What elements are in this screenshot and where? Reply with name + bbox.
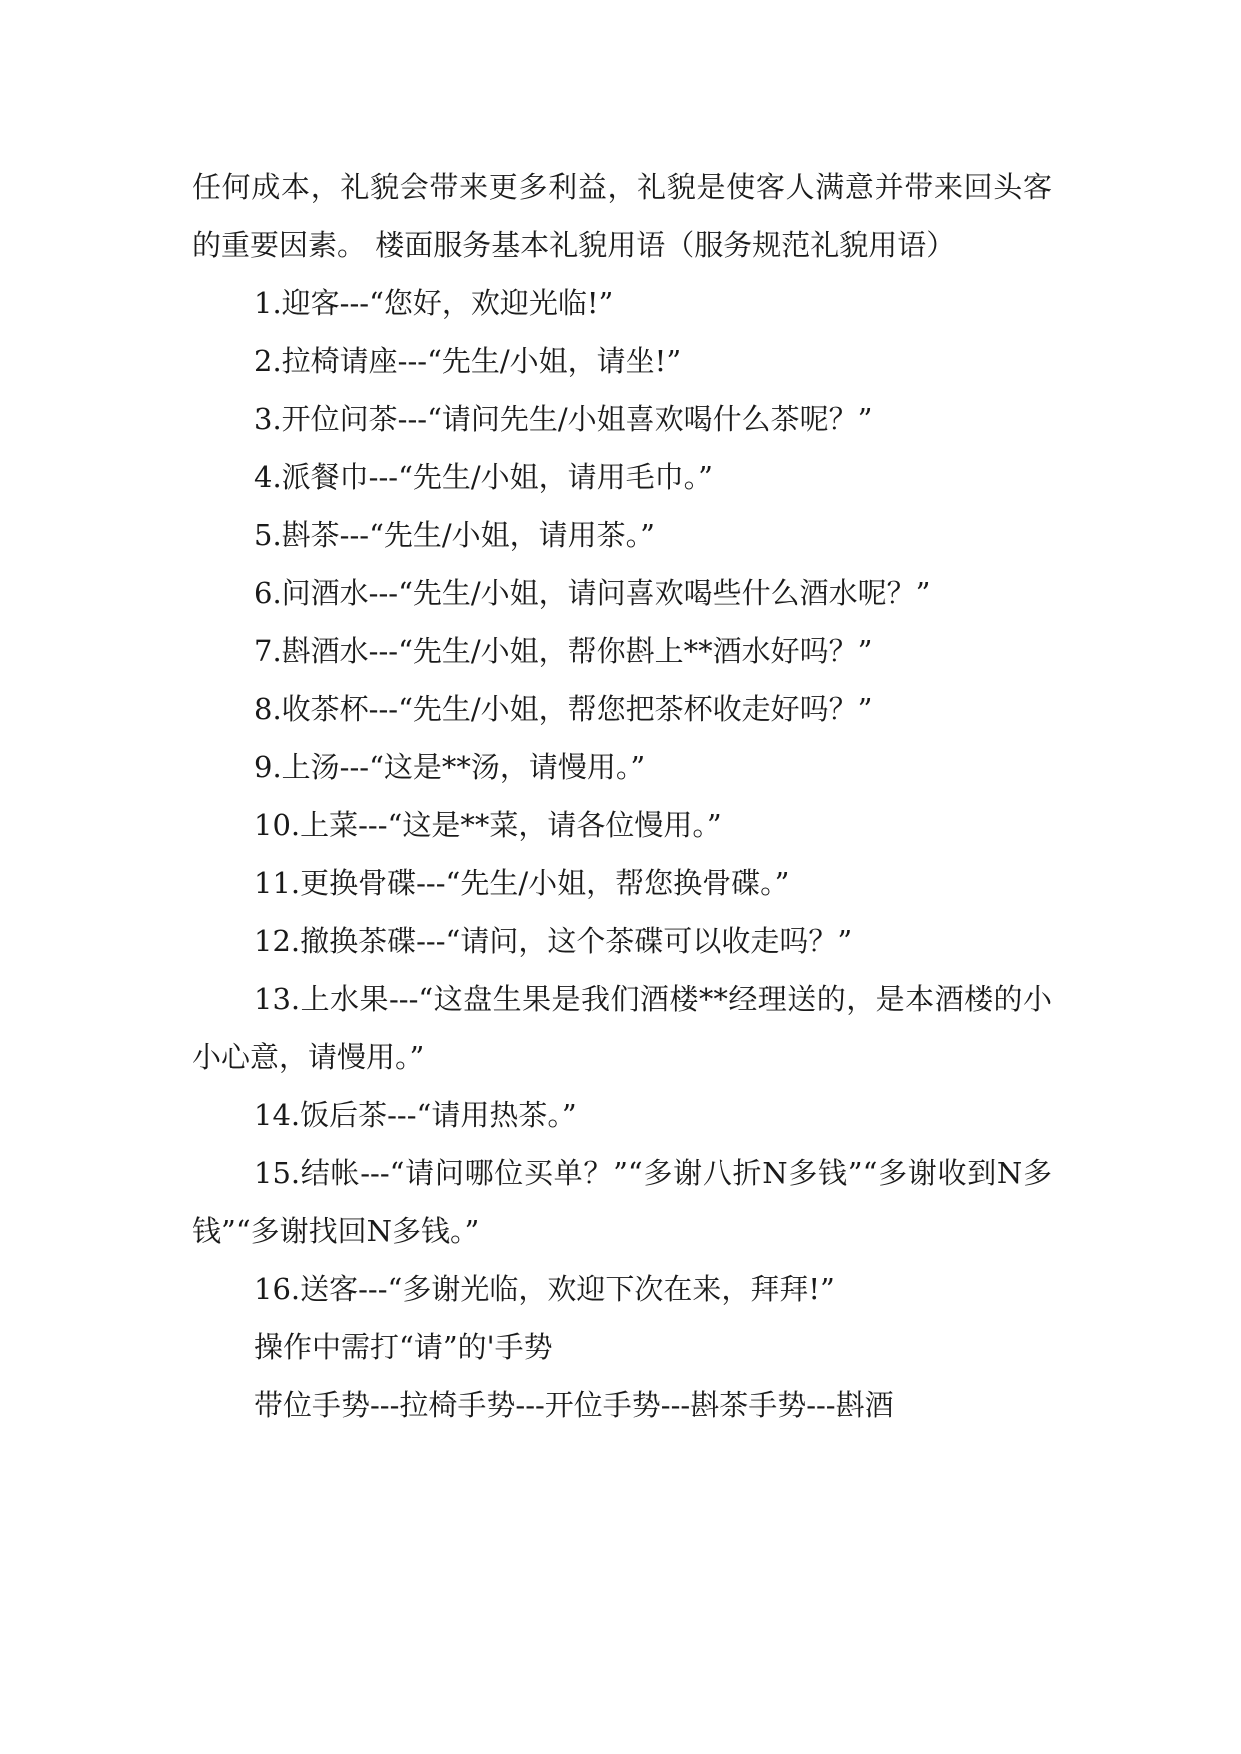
list-item: 4.派餐巾---“先生/小姐，请用毛巾。” (254, 460, 713, 494)
list-item: 12.撤换茶碟---“请问，这个茶碟可以收走吗？” (254, 924, 853, 958)
list-item: 13.上水果---“这盘生果是我们酒楼**经理送的，是本酒楼的小小心意，请慢用。” (192, 982, 1052, 1074)
list-item: 9.上汤---“这是**汤，请慢用。” (254, 750, 646, 784)
paragraph-gesture-heading: 操作中需打“请”的'手势 (254, 1330, 553, 1364)
list-item: 14.饭后茶---“请用热茶。” (254, 1098, 577, 1132)
list-item: 15.结帐---“请问哪位买单？”“多谢八折N多钱”“多谢收到N多钱”“多谢找回N多钱。” (192, 1156, 1052, 1248)
paragraph-intro: 任何成本，礼貌会带来更多利益，礼貌是使客人满意并带来回头客的重要因素。 楼面服务基本礼貌用语（服务规范礼貌用语） (192, 170, 1052, 262)
list-item: 3.开位问茶---“请问先生/小姐喜欢喝什么茶呢？” (254, 402, 873, 436)
list-item: 6.问酒水---“先生/小姐，请问喜欢喝些什么酒水呢？” (254, 576, 931, 610)
list-item: 8.收茶杯---“先生/小姐，帮您把茶杯收走好吗？” (254, 692, 873, 726)
list-item: 7.斟酒水---“先生/小姐，帮你斟上**酒水好吗？” (254, 634, 873, 668)
list-item: 5.斟茶---“先生/小姐，请用茶。” (254, 518, 655, 552)
paragraph-gesture-list: 带位手势---拉椅手势---开位手势---斟茶手势---斟酒 (254, 1388, 894, 1422)
list-item: 2.拉椅请座---“先生/小姐，请坐!” (254, 344, 682, 378)
document-body (192, 158, 1052, 1434)
list-item: 1.迎客---“您好，欢迎光临!” (254, 286, 614, 320)
list-item: 11.更换骨碟---“先生/小姐，帮您换骨碟。” (254, 866, 790, 900)
list-item: 16.送客---“多谢光临，欢迎下次在来，拜拜!” (254, 1272, 835, 1306)
list-item: 10.上菜---“这是**菜，请各位慢用。” (254, 808, 722, 842)
